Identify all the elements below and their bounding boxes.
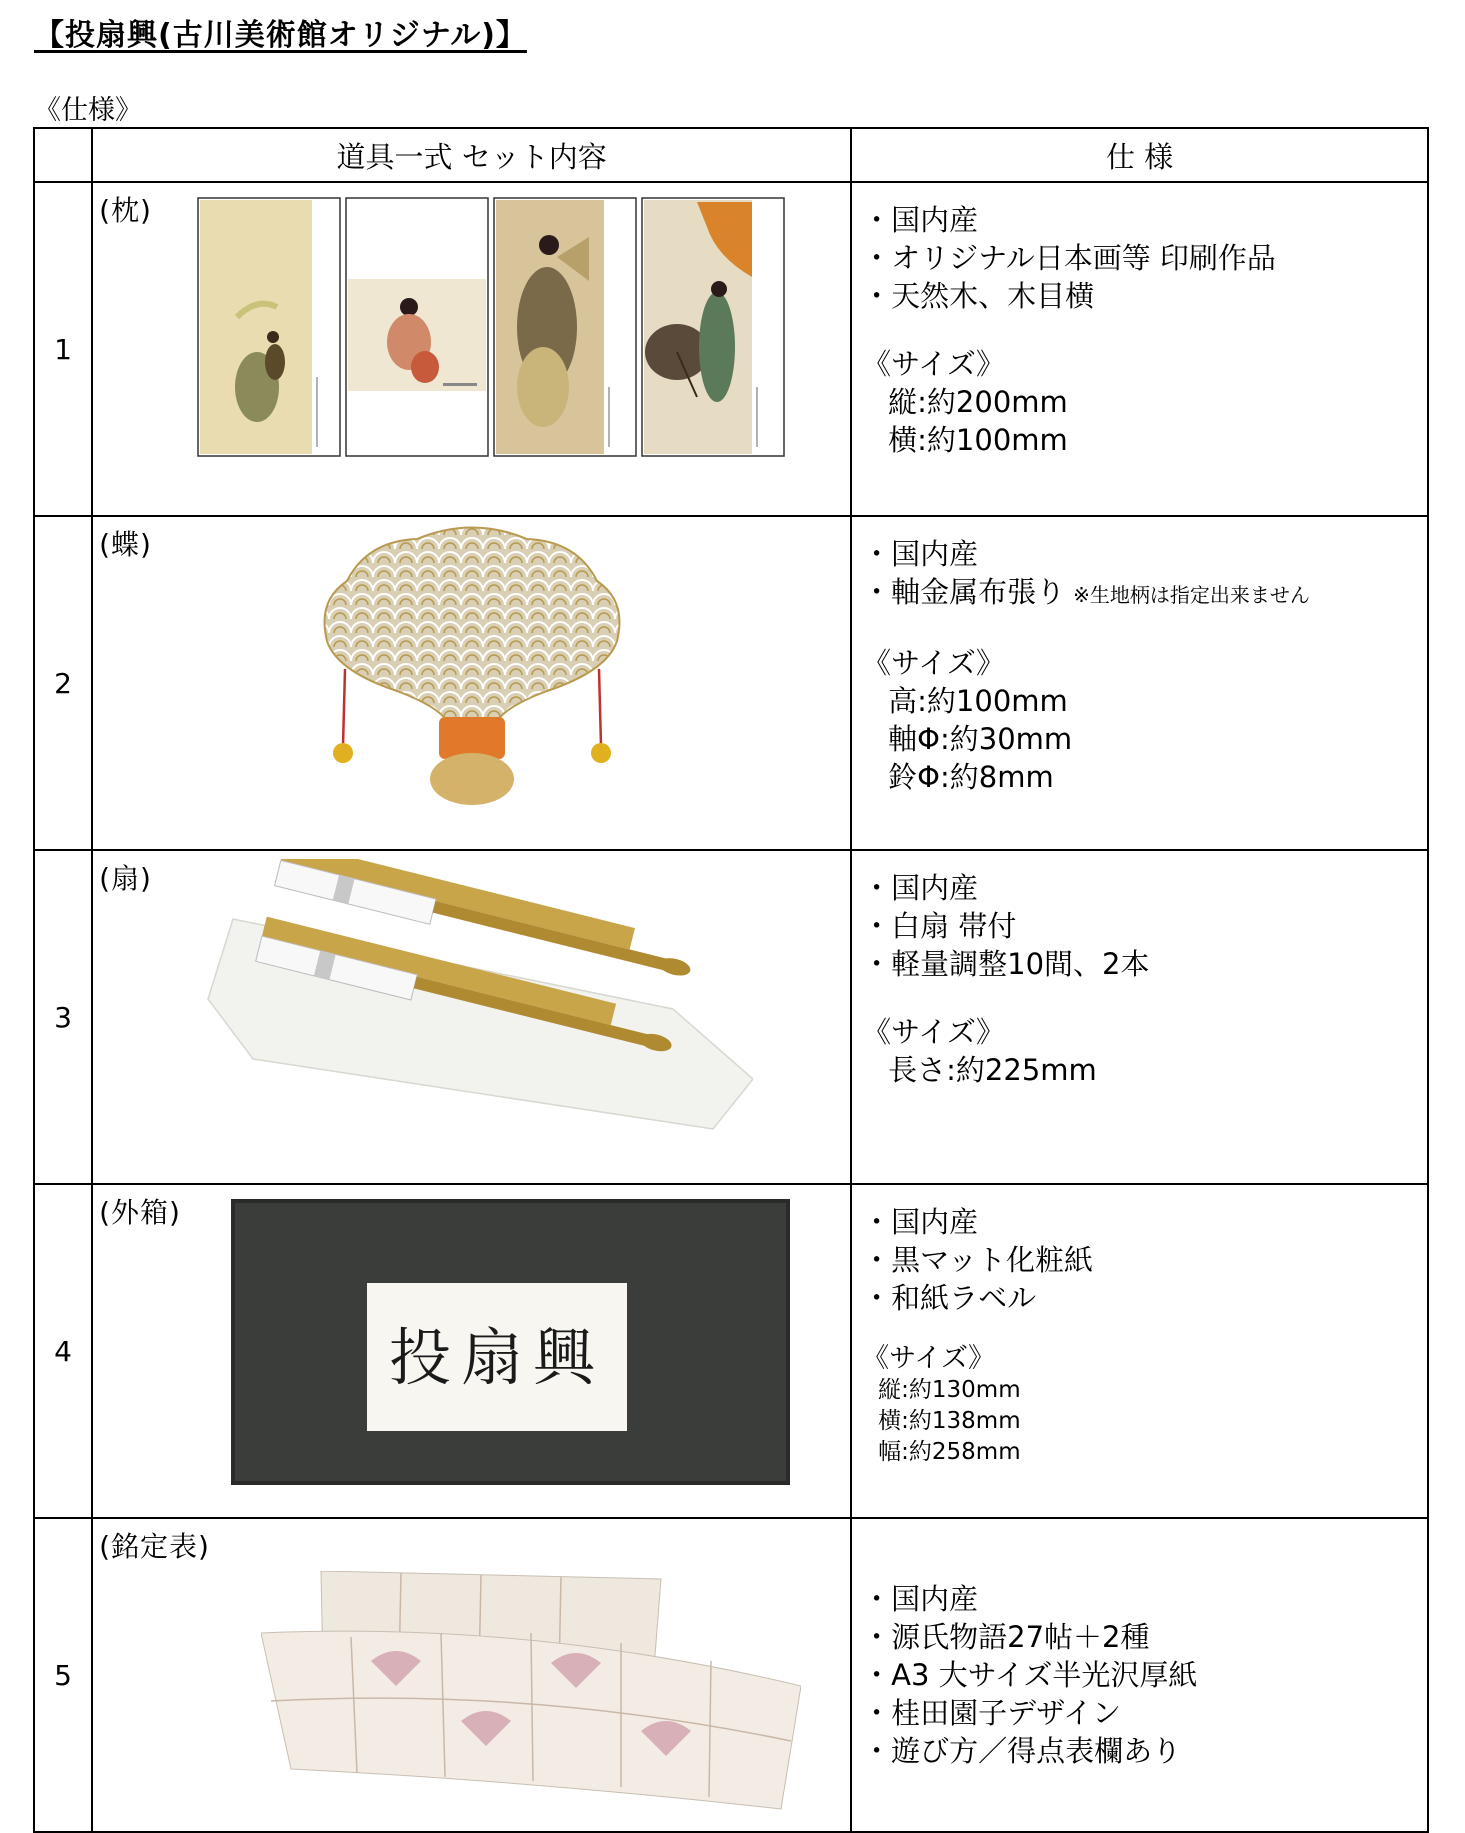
spec-line: ・和紙ラベル — [862, 1281, 1037, 1315]
box-label-text: 投扇興 — [389, 1321, 606, 1394]
row-number: 3 — [34, 850, 92, 1184]
pillow-paintings-image — [197, 197, 807, 459]
spec-cell — [851, 1518, 1428, 1832]
spec-line: ・白扇 帯付 — [862, 909, 1017, 943]
size-title: 《サイズ》 — [862, 1015, 1005, 1049]
set-item-cell — [92, 182, 851, 516]
spec-line: ・国内産 — [862, 1582, 979, 1616]
size-line: 横:約100mm — [888, 423, 1068, 457]
row-number: 4 — [34, 1184, 92, 1518]
outer-box-image — [231, 1199, 791, 1487]
set-item-cell — [92, 516, 851, 850]
header-no — [34, 128, 92, 182]
size-line: 高:約100mm — [888, 684, 1068, 718]
table-row — [34, 1184, 1428, 1518]
size-line: 縦:約130mm — [878, 1377, 1021, 1403]
spec-text: ・軸金属布張り — [862, 575, 1066, 609]
spec-line: ・国内産 — [862, 1205, 979, 1239]
set-item-cell — [92, 1184, 851, 1518]
spec-line: ・オリジナル日本画等 印刷作品 — [862, 241, 1276, 275]
item-label: (蝶) — [99, 528, 152, 561]
header-set-contents: 道具一式 セット内容 — [92, 128, 851, 182]
spec-line: ・桂田園子デザイン — [862, 1696, 1122, 1730]
size-title: 《サイズ》 — [862, 1343, 995, 1374]
folding-fans-image — [193, 859, 753, 1149]
item-label: (扇) — [99, 862, 152, 895]
score-sheet-image — [261, 1571, 801, 1821]
spec-line: ・国内産 — [862, 537, 979, 571]
spec-line: ・国内産 — [862, 871, 979, 905]
item-label: (枕) — [99, 194, 152, 227]
size-title: 《サイズ》 — [862, 646, 1005, 680]
spec-line: ・遊び方／得点表欄あり — [862, 1734, 1182, 1768]
spec-line: ・軽量調整10間、2本 — [862, 947, 1150, 981]
table-row — [34, 1518, 1428, 1832]
header-specs: 仕 様 — [851, 128, 1428, 182]
spec-line: ・源氏物語27帖＋2種 — [862, 1620, 1150, 1654]
spec-cell — [851, 1184, 1428, 1518]
size-line: 横:約138mm — [878, 1408, 1021, 1434]
section-label: 《仕様》 — [34, 95, 142, 126]
set-item-cell — [92, 850, 851, 1184]
item-label: (銘定表) — [99, 1530, 210, 1563]
butterfly-target-image — [307, 521, 637, 811]
spec-line: ・A3 大サイズ半光沢厚紙 — [862, 1658, 1198, 1692]
spec-line: ・天然木、木目横 — [862, 279, 1095, 313]
row-number: 5 — [34, 1518, 92, 1832]
size-line: 長さ:約225mm — [888, 1053, 1097, 1087]
table-row — [34, 182, 1428, 516]
size-title: 《サイズ》 — [862, 347, 1005, 381]
spec-cell — [851, 850, 1428, 1184]
size-line: 軸Φ:約30mm — [888, 722, 1073, 756]
table-row — [34, 850, 1428, 1184]
size-line: 縦:約200mm — [888, 385, 1068, 419]
row-number: 1 — [34, 182, 92, 516]
spec-cell — [851, 516, 1428, 850]
document-title: 【投扇興(古川美術館オリジナル)】 — [34, 18, 527, 53]
set-item-cell — [92, 1518, 851, 1832]
spec-table — [33, 127, 1429, 1833]
spec-line: ・国内産 — [862, 203, 979, 237]
size-line: 鈴Φ:約8mm — [888, 760, 1054, 794]
spec-line — [862, 573, 1427, 614]
table-header-row — [34, 128, 1428, 182]
table-row — [34, 516, 1428, 850]
spec-note: ※生地柄は指定出来ません — [1073, 583, 1310, 607]
row-number: 2 — [34, 516, 92, 850]
spec-cell — [851, 182, 1428, 516]
item-label: (外箱) — [99, 1196, 181, 1229]
size-line: 幅:約258mm — [878, 1439, 1021, 1465]
spec-line: ・黒マット化粧紙 — [862, 1243, 1093, 1277]
